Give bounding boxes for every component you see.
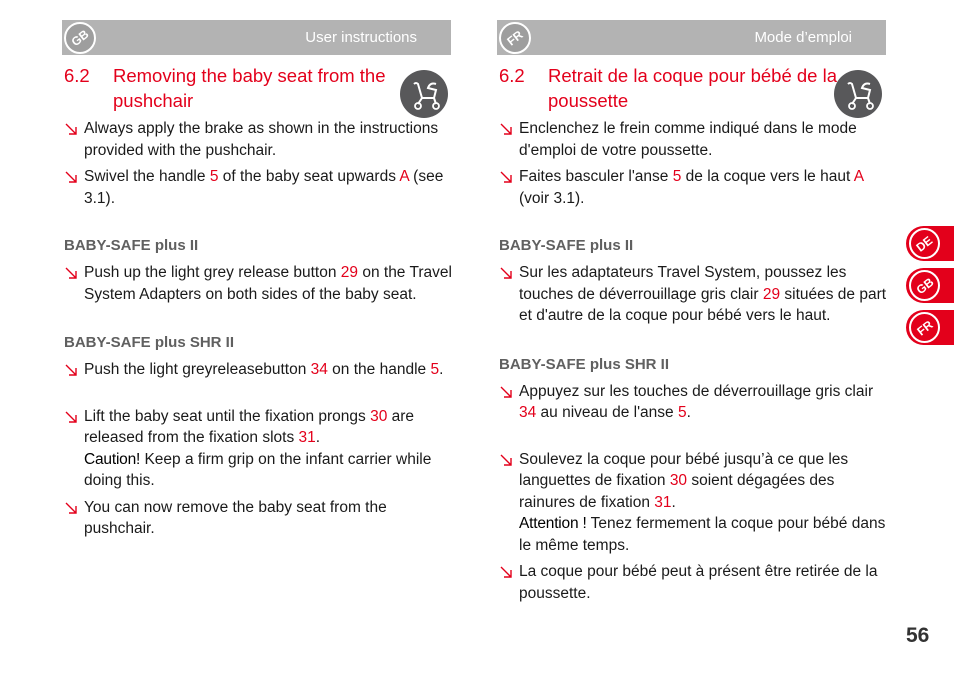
item-text: You can now remove the baby seat from the pushchair. — [84, 498, 387, 537]
arrow-bullet-icon — [499, 565, 513, 579]
arrow-bullet-icon — [499, 453, 513, 467]
item-text: . — [439, 361, 444, 378]
section-number: 6.2 — [64, 65, 90, 86]
language-badge-fr — [499, 22, 531, 54]
reference-number: 30 — [370, 407, 388, 425]
language-tab-circle — [909, 312, 940, 343]
item-text: Keep a firm grip on the infant carrier while doing this. — [84, 450, 432, 489]
language-badge-label: FR — [504, 27, 526, 49]
header-title-left: User instructions — [305, 29, 417, 46]
reference-number: 31 — [298, 429, 316, 446]
item-text: . — [671, 493, 676, 511]
language-tab-label: DE — [913, 232, 936, 255]
reference-number: 5 — [209, 168, 219, 185]
section-title: Removing the baby seat from the pushchair — [113, 65, 386, 111]
list-item — [499, 262, 894, 327]
column-french — [499, 60, 894, 604]
reference-number: 29 — [340, 264, 359, 281]
item-text: (voir 3.1). — [519, 189, 585, 207]
language-tab-label: FR — [913, 317, 936, 338]
item-text: Tenez fermement la coque pour bébé dans le même temps. — [519, 515, 886, 554]
reference-letter: A — [853, 168, 864, 185]
item-text: soient dégagées des rainures de fixation — [519, 472, 835, 511]
item-text: . — [686, 404, 691, 421]
language-tab-circle — [909, 228, 940, 259]
list-item — [499, 381, 894, 424]
item-text: situées de part et d'autre de la coque pour bébé vers le haut. — [519, 285, 887, 324]
subheading: BABY-SAFE plus SHR II — [499, 355, 670, 373]
header-title-right: Mode d’emploi — [754, 29, 852, 46]
item-text: au niveau de l'anse — [536, 404, 678, 421]
arrow-bullet-icon — [499, 266, 513, 280]
reference-number: 29 — [762, 285, 781, 303]
list-item — [499, 449, 894, 557]
language-tab-label: GB — [913, 274, 936, 297]
reference-number: 5 — [672, 168, 682, 185]
list-item — [64, 166, 459, 209]
reference-number: 5 — [677, 404, 687, 421]
item-text: of the baby seat upwards — [218, 168, 400, 185]
reference-number: 5 — [430, 361, 440, 378]
item-text: on the Travel System Adapters on both sides of the baby seat. — [84, 264, 452, 303]
arrow-bullet-icon — [64, 410, 78, 424]
language-tab-gb[interactable] — [906, 268, 954, 303]
list-item — [64, 497, 459, 540]
header-bar-left — [62, 20, 451, 55]
item-text: Appuyez sur les touches de déverrouillage gris clair — [519, 382, 874, 400]
arrow-bullet-icon — [64, 122, 78, 136]
subheading: BABY-SAFE plus II — [499, 237, 634, 254]
item-text: are released from the fixation slots — [84, 407, 415, 446]
arrow-bullet-icon — [64, 363, 78, 377]
arrow-bullet-icon — [64, 266, 78, 280]
arrow-bullet-icon — [64, 501, 78, 515]
language-badge-label: GB — [68, 26, 92, 50]
section-heading — [64, 60, 459, 114]
arrow-bullet-icon — [499, 385, 513, 399]
arrow-bullet-icon — [499, 122, 513, 136]
item-text: (see 3.1). — [84, 168, 444, 207]
stroller-icon — [834, 70, 882, 118]
item-text: Push up the light grey release button — [84, 264, 341, 281]
item-text: Faites basculer l'anse — [519, 168, 673, 185]
arrow-bullet-icon — [499, 170, 513, 184]
stroller-icon — [400, 70, 448, 118]
header-bar-right — [497, 20, 886, 55]
item-text: Sur les adaptateurs Travel System, poussez les touches de déverrouillage gris clair — [519, 264, 847, 303]
item-text: de la coque vers le haut — [681, 168, 854, 185]
item-text: Lift the baby seat until the fixation prongs — [84, 407, 371, 425]
page-number: 56 — [906, 624, 930, 647]
reference-number: 34 — [519, 404, 537, 421]
list-item — [64, 406, 459, 492]
item-text: Swivel the handle — [84, 168, 210, 185]
item-text: Always apply the brake as shown in the instructions provided with the pushchair. — [84, 120, 439, 159]
language-tab-circle — [909, 270, 940, 301]
reference-letter: A — [399, 168, 409, 185]
caution-label: Attention ! — [519, 515, 587, 532]
list-item — [499, 118, 894, 161]
list-item — [64, 262, 459, 305]
subheading: BABY-SAFE plus II — [64, 237, 199, 254]
arrow-bullet-icon — [64, 170, 78, 184]
reference-number: 34 — [310, 361, 328, 378]
reference-number: 30 — [669, 472, 688, 489]
list-item — [499, 166, 894, 209]
list-item — [499, 561, 894, 604]
caution-label: Caution! — [84, 450, 141, 468]
subheading: BABY-SAFE plus SHR II — [64, 334, 235, 351]
section-number: 6.2 — [499, 65, 525, 86]
section-title: Retrait de la coque pour bébé de la poussette — [548, 65, 838, 111]
language-tab-de[interactable] — [906, 226, 954, 261]
list-item — [64, 118, 459, 161]
reference-number: 31 — [654, 493, 672, 511]
column-english — [64, 60, 459, 540]
language-tab-fr[interactable] — [906, 310, 954, 345]
item-text: . — [315, 429, 321, 446]
item-text: Push the light greyreleasebutton — [84, 361, 311, 378]
item-text: Enclenchez le frein comme indiqué dans le mode d'emploi de votre poussette. — [519, 120, 857, 159]
language-badge-gb — [64, 22, 96, 54]
list-item — [64, 359, 459, 381]
section-heading — [499, 60, 894, 114]
item-text: Soulevez la coque pour bébé jusqu’à ce que les languettes de fixation — [519, 450, 849, 489]
item-text: on the handle — [327, 361, 431, 378]
item-text: La coque pour bébé peut à présent être retirée de la poussette. — [519, 563, 878, 602]
